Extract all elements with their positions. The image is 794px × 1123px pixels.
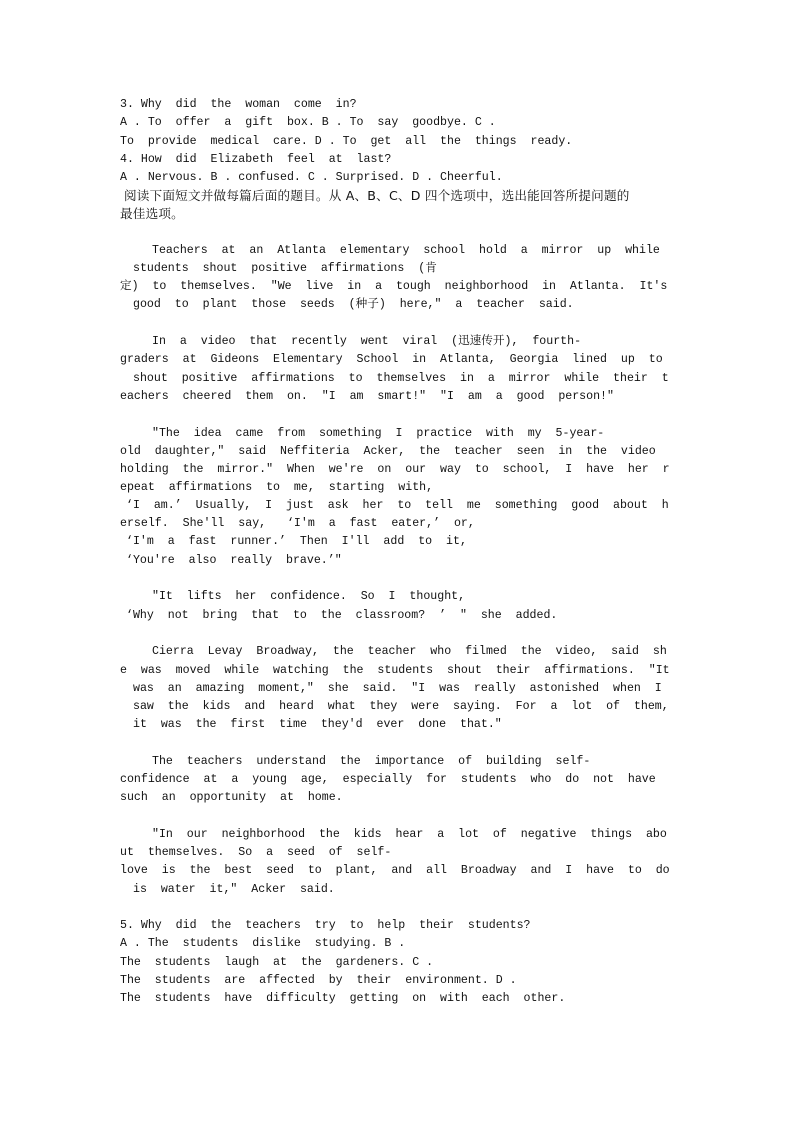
text-line: graders at Gideons Elementary School in Atlanta, Georgia lined up to bbox=[120, 353, 663, 366]
text-line: A . Nervous. B . confused. C . Surprised. D . Cheerful. bbox=[120, 171, 503, 184]
text-line: A . To offer a gift box. B . To say goodbye. C . bbox=[120, 116, 496, 129]
text-line: confidence at a young age, especially for students who do not have bbox=[120, 773, 656, 786]
text-line: The students have difficulty getting on with each other. bbox=[120, 992, 566, 1005]
text-line: was an amazing moment," she said. "I was really astonished when I bbox=[133, 682, 662, 695]
text-line: old daughter," said Neffiteria Acker, the teacher seen in the video bbox=[120, 445, 656, 458]
text-line: epeat affirmations to me, starting with, bbox=[120, 481, 434, 494]
text-line: love is the best seed to plant, and all Broadway and I have to do bbox=[120, 864, 670, 877]
text-line: 定) to themselves. "We live in a tough neighborhood in Atlanta. It's bbox=[120, 280, 668, 293]
text-line: good to plant those seeds (种子) here," a teacher said. bbox=[133, 298, 574, 311]
text-line: Cierra Levay Broadway, the teacher who filmed the video, said sh bbox=[152, 645, 667, 658]
text-line: such an opportunity at home. bbox=[120, 791, 343, 804]
text-line: Teachers at an Atlanta elementary school hold a mirror up while bbox=[152, 244, 660, 257]
text-line: ‘You're also really brave.’" bbox=[126, 554, 342, 567]
text-line: 最佳选项。 bbox=[120, 206, 184, 221]
text-line: holding the mirror." When we're on our way to school, I have her r bbox=[120, 463, 670, 476]
text-line: ‘Why not bring that to the classroom? ’ " she added. bbox=[126, 609, 558, 622]
text-line: eachers cheered them on. "I am smart!" "I am a good person!" bbox=[120, 390, 614, 403]
text-line: 4. How did Elizabeth feel at last? bbox=[120, 153, 392, 166]
text-line: it was the first time they'd ever done that." bbox=[133, 718, 502, 731]
text-line: ut themselves. So a seed of self- bbox=[120, 846, 392, 859]
text-line: "In our neighborhood the kids hear a lot of negative things abo bbox=[152, 828, 667, 841]
text-line: saw the kids and heard what they were saying. For a lot of them, bbox=[133, 700, 669, 713]
text-line: To provide medical care. D . To get all the things ready. bbox=[120, 135, 573, 148]
text-line: 3. Why did the woman come in? bbox=[120, 98, 357, 111]
text-line: students shout positive affirmations (肯 bbox=[133, 262, 437, 275]
text-line: ‘I am.’ Usually, I just ask her to tell me something good about h bbox=[126, 499, 669, 512]
text-line: shout positive affirmations to themselves in a mirror while their t bbox=[133, 372, 669, 385]
text-line: e was moved while watching the students shout their affirmations. "It bbox=[120, 664, 670, 677]
text-line: In a video that recently went viral (迅速传开), fourth- bbox=[152, 335, 582, 348]
text-line: 阅读下面短文并做每篇后面的题目。从 A、B、C、D 四个选项中，选出能回答所提问题的 bbox=[124, 188, 630, 203]
text-line: The students are affected by their environment. D . bbox=[120, 974, 517, 987]
text-line: is water it," Acker said. bbox=[133, 883, 335, 896]
text-line: The students laugh at the gardeners. C . bbox=[120, 956, 434, 969]
text-line: The teachers understand the importance of building self- bbox=[152, 755, 591, 768]
text-line: "It lifts her confidence. So I thought, bbox=[152, 590, 466, 603]
text-line: 5. Why did the teachers try to help their students? bbox=[120, 919, 531, 932]
text-line: A . The students dislike studying. B . bbox=[120, 937, 406, 950]
text-line: erself. She'll say, ‘I'm a fast eater,’ or, bbox=[120, 517, 475, 530]
text-line: ‘I'm a fast runner.’ Then I'll add to it, bbox=[126, 535, 467, 548]
text-line: "The idea came from something I practice with my 5-year- bbox=[152, 427, 605, 440]
